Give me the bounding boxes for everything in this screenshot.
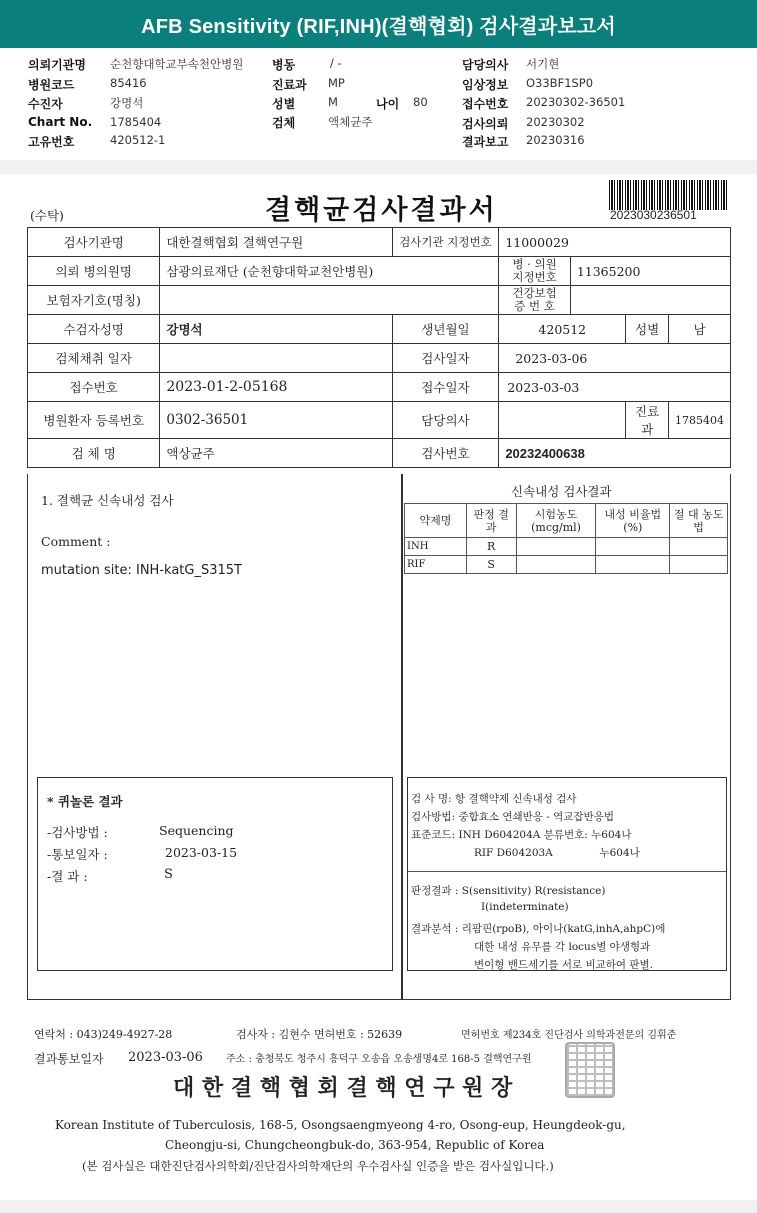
header-value-unique-no: 420512-1 (110, 133, 166, 147)
header-label-receipt-no: 접수번호 (462, 97, 509, 111)
value-hospital-reg-no: 0302-36501 (160, 402, 392, 439)
value-lab: 대한결핵협회 결핵연구원 (160, 228, 392, 257)
label-receipt-no: 접수번호 (28, 373, 160, 402)
header-value-specimen: 액체균주 (328, 115, 373, 129)
note-analysis-2: 대한 내성 유무를 각 locus별 야생형과 (474, 941, 651, 953)
right-result-panel (402, 474, 731, 1000)
value-test-no: 20232400638 (499, 439, 731, 468)
footer-address: 주소 : 충청북도 청주시 흥덕구 오송읍 오송생명4로 168-5 결핵연구원 (226, 1054, 532, 1065)
header-value-chart-no: 1785404 (110, 115, 162, 129)
label-lab: 검사기관명 (28, 228, 160, 257)
header-value-patient: 강명석 (110, 96, 144, 110)
method-value: Sequencing (159, 823, 234, 838)
resistance-table (404, 503, 728, 574)
footer-tester: 검사자 : 김현수 면허번호 : 52639 (236, 1028, 403, 1041)
header-value-hospital-code: 85416 (110, 76, 147, 90)
footer-english-address-2: Cheongju-si, Chungcheongbuk-do, 363-954, Republic of Korea (165, 1138, 545, 1152)
note-analysis: 결과분석 : 리팜핀(rpoB), 아이나(katG,inhA,ahpC)에 (411, 923, 666, 935)
header-value-requester: 순천향대학교부속천안병원 (110, 57, 244, 71)
section-title: 1. 결핵균 신속내성 검사 (41, 493, 174, 508)
footer-english-address-1: Korean Institute of Tuberculosis, 168-5, Osongsaengmyeong 4-ro, Osong-eup, Heungdeok-gu, (55, 1118, 626, 1132)
note-analysis-3: 변이형 밴드세기를 서로 비교하여 판별. (474, 959, 653, 971)
mutation-site: mutation site: INH-katG_S315T (41, 563, 242, 578)
value-requesting-hospital: 삼광의료재단 (순천향대학교천안병원) (160, 257, 499, 286)
header-label-hospital-code: 병원코드 (28, 78, 75, 92)
table-cell (670, 538, 728, 556)
label-doctor: 담당의사 (392, 402, 499, 439)
notes-divider (408, 871, 726, 872)
label-test-no: 검사번호 (392, 439, 499, 468)
quinolone-title: * 퀴놀론 결과 (47, 794, 123, 809)
consignment-mark: (수탁) (30, 208, 64, 223)
table-row-drug: INH (405, 538, 467, 556)
header-value-dept: MP (328, 76, 345, 90)
value-patient-name: 강명석 (160, 315, 392, 344)
footer-notify-date: 2023-03-06 (128, 1050, 203, 1065)
value-insurance-no (570, 286, 730, 315)
bottom-separator (0, 1200, 757, 1213)
header-label-specimen: 검체 (272, 116, 296, 130)
table-row-drug: RIF (405, 556, 467, 574)
patient-info-table (27, 227, 731, 468)
header-value-request-date: 20230302 (526, 115, 585, 129)
report-header (0, 48, 757, 158)
header-label-unique-no: 고유번호 (28, 135, 75, 149)
method-label: -검사방법 : (47, 825, 108, 840)
note-code-inh: 표준코드: INH D604204A 분류번호: 누604나 (411, 829, 632, 841)
table-row-result: S (466, 556, 516, 574)
result-label: -결 과 : (47, 869, 88, 884)
header-label-report-date: 결과보고 (462, 135, 509, 149)
official-seal-icon (565, 1042, 615, 1098)
comment-label: Comment : (41, 534, 111, 549)
table-cell (516, 538, 596, 556)
label-department: 진료과 (626, 402, 669, 439)
header-value-doctor: 서기현 (526, 57, 560, 71)
header-label-clinical-info: 임상정보 (462, 78, 509, 92)
label-specimen: 검 체 명 (28, 439, 160, 468)
separator (0, 160, 757, 174)
value-collection-date (160, 344, 392, 373)
header-label-request-date: 검사의뢰 (462, 117, 509, 131)
table-row-result: R (466, 538, 516, 556)
header-label-dept: 진료과 (272, 78, 307, 92)
header-absolute-method: 절 대 농도법 (670, 504, 728, 538)
report-title: AFB Sensitivity (RIF,INH)(결핵협회) 검사결과보고서 (0, 0, 757, 48)
header-value-clinical-info: O33BF1SP0 (526, 76, 594, 90)
header-label-age: 나이 (376, 97, 400, 111)
header-drug: 약제명 (405, 504, 467, 538)
value-specimen: 액상균주 (160, 439, 392, 468)
value-hospital-code: 11365200 (570, 257, 730, 286)
notify-value: 2023-03-15 (165, 845, 238, 860)
document-title: 결핵균검사결과서 (265, 195, 498, 226)
header-label-doctor: 담당의사 (462, 58, 509, 72)
notify-label: -통보일자 : (47, 847, 108, 862)
value-lab-code: 11000029 (499, 228, 731, 257)
test-notes-box (407, 777, 727, 971)
footer-notify-label: 결과통보일자 (34, 1052, 104, 1066)
label-test-date: 검사일자 (392, 344, 499, 373)
header-value-report-date: 20230316 (526, 133, 585, 147)
result-value: S (164, 867, 173, 882)
label-insurer: 보험자기호(명칭) (28, 286, 160, 315)
header-concentration: 시험농도 (mcg/ml) (516, 504, 596, 538)
label-requesting-hospital: 의뢰 병의원명 (28, 257, 160, 286)
footer-license: 면허번호 제234호 진단검사 의학과전문의 김휘준 (461, 1030, 677, 1041)
label-birth-date: 생년월일 (392, 315, 499, 344)
value-department: 1785404 (668, 402, 730, 439)
resistance-table-wrap (404, 503, 728, 574)
header-label-ward: 병동 (272, 58, 296, 72)
label-collection-date: 검체채취 일자 (28, 344, 160, 373)
note-test-name: 검 사 명: 항 결핵약제 신속내성 검사 (411, 793, 577, 805)
value-doctor (499, 402, 626, 439)
header-label-sex: 성별 (272, 97, 296, 111)
footer-certification: (본 검사실은 대한진단검사의학회/진단검사의학재단의 우수검사실 인증을 받은 검사실입니다.) (82, 1159, 554, 1173)
header-value-age: 80 (413, 95, 428, 109)
header-ratio-method: 내성 비율법(%) (596, 504, 670, 538)
value-receipt-no: 2023-01-2-05168 (160, 373, 392, 402)
left-result-panel (27, 474, 402, 1000)
table-cell (670, 556, 728, 574)
value-receipt-date: 2023-03-03 (499, 373, 731, 402)
label-patient-name: 수검자성명 (28, 315, 160, 344)
label-sex: 성별 (626, 315, 669, 344)
value-test-date: 2023-03-06 (499, 344, 731, 373)
note-method: 검사방법: 중합효소 연쇄반응 - 역교잡반응법 (411, 811, 615, 823)
label-insurance-no: 건강보험 증 번 호 (499, 286, 571, 315)
value-sex: 남 (668, 315, 730, 344)
value-insurer (160, 286, 499, 315)
note-judgement: 판정결과 : S(sensitivity) R(resistance) (411, 885, 606, 897)
barcode-number: 2023030236501 (610, 208, 697, 222)
label-lab-code: 검사기관 지정번호 (392, 228, 499, 257)
label-hospital-code: 병 · 의원 지정번호 (499, 257, 571, 286)
table-cell (596, 538, 670, 556)
header-value-receipt-no: 20230302-36501 (526, 95, 626, 109)
label-hospital-reg-no: 병원환자 등록번호 (28, 402, 160, 439)
organization-name: 대 한 결 핵 협 회 결 핵 연 구 원 장 (173, 1075, 513, 1101)
label-receipt-date: 접수일자 (392, 373, 499, 402)
header-label-chart-no: Chart No. (28, 115, 93, 129)
header-value-ward: / - (330, 56, 342, 70)
table-cell (596, 556, 670, 574)
value-birth-date: 420512 (499, 315, 626, 344)
table-cell (516, 556, 596, 574)
header-judgement: 판정 결과 (466, 504, 516, 538)
header-label-requester: 의뢰기관명 (28, 58, 86, 72)
note-judgement-2: I(indeterminate) (481, 901, 569, 913)
note-code-rif: RIF D604203A 누604나 (474, 847, 640, 859)
result-document (0, 174, 757, 1200)
header-value-sex: M (328, 95, 338, 109)
rapid-result-title: 신속내성 검사결과 (511, 484, 612, 499)
quinolone-box (37, 777, 393, 971)
footer-contact: 연락처 : 043)249-4927-28 (34, 1028, 173, 1041)
barcode (609, 180, 729, 210)
header-label-patient: 수진자 (28, 97, 63, 111)
